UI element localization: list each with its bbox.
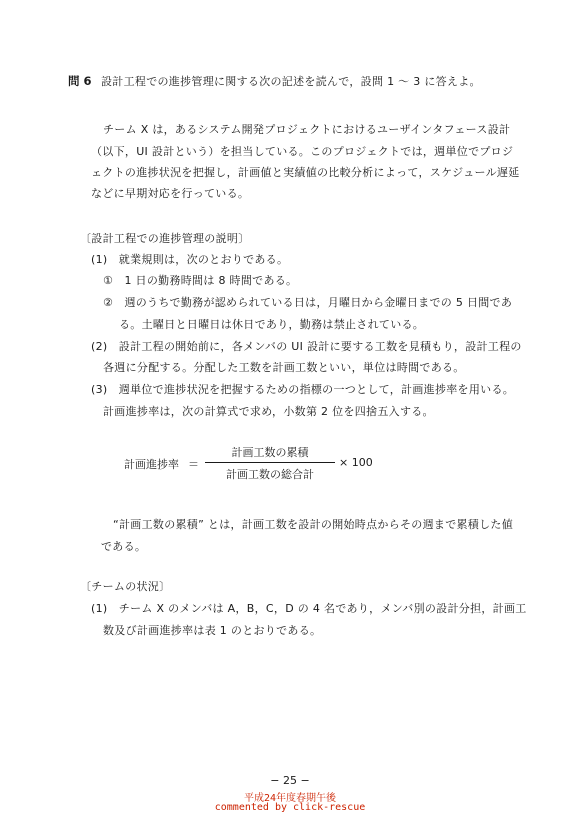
section-heading-team: 〔チームの状況〕 [80, 580, 171, 593]
intro-line-2: （以下，UI 設計という）を担当している。このプロジェクトでは，週単位でプロジ [91, 145, 514, 158]
formula-denominator: 計画工数の総合計 [226, 468, 314, 481]
rule-item-1a: ① 1 日の勤務時間は 8 時間である。 [103, 274, 298, 287]
rule-item-3-line-1: (3) 週単位で進捗状況を把握するための指標の一つとして，計画進捗率を用いる。 [91, 383, 515, 396]
section-heading-progress: 〔設計工程での進捗管理の説明〕 [80, 232, 250, 245]
intro-line-1: チーム X は，あるシステム開発プロジェクトにおけるユーザインタフェース設計 [103, 123, 511, 136]
exam-session: 平成24年度春期午後 [243, 793, 337, 804]
formula-equals: ＝ [188, 458, 199, 471]
team-item-1-line-1: (1) チーム X のメンバは A，B，C，D の 4 名であり，メンバ別の設計分担，計画工 [91, 602, 527, 615]
rule-item-1b-line-2: る。土曜日と日曜日は休日であり，勤務は禁止されている。 [119, 318, 425, 331]
question-prompt: 設計工程での進捗管理に関する次の記述を読んで，設問 1 〜 3 に答えよ。 [101, 75, 481, 88]
team-item-1-line-2: 数及び計画進捗率は表 1 のとおりである。 [103, 624, 322, 637]
note-line-1: “計画工数の累積” とは，計画工数を設計の開始時点からその週まで累積した値 [113, 518, 513, 531]
rule-item-2-line-2: 各週に分配する。分配した工数を計画工数といい，単位は時間である。 [103, 361, 465, 374]
formula-multiplier: × 100 [339, 456, 373, 469]
rule-item-3-line-2: 計画進捗率は，次の計算式で求め，小数第 2 位を四捨五入する。 [103, 405, 434, 418]
intro-line-4: などに早期対応を行っている。 [91, 187, 250, 200]
credit-line: commented by click-rescue [214, 802, 366, 813]
formula-numerator: 計画工数の累積 [231, 446, 309, 459]
rule-item-1b-line-1: ② 週のうちで勤務が認められている日は，月曜日から金曜日までの 5 日間であ [103, 296, 513, 309]
question-number: 問 6 [68, 74, 92, 88]
intro-line-3: ェクトの進捗状況を把握し，計画値と実績値の比較分析によって，スケジュール遅延 [91, 166, 520, 179]
page-number: − 25 − [270, 774, 310, 787]
formula-label: 計画進捗率 [124, 458, 179, 471]
fraction-bar [205, 462, 335, 463]
rule-item-2-line-1: (2) 設計工程の開始前に，各メンバの UI 設計に要する工数を見積もり，設計工程の [91, 340, 522, 353]
rule-item-1: (1) 就業規則は，次のとおりである。 [91, 253, 289, 266]
note-line-2: である。 [101, 540, 147, 553]
